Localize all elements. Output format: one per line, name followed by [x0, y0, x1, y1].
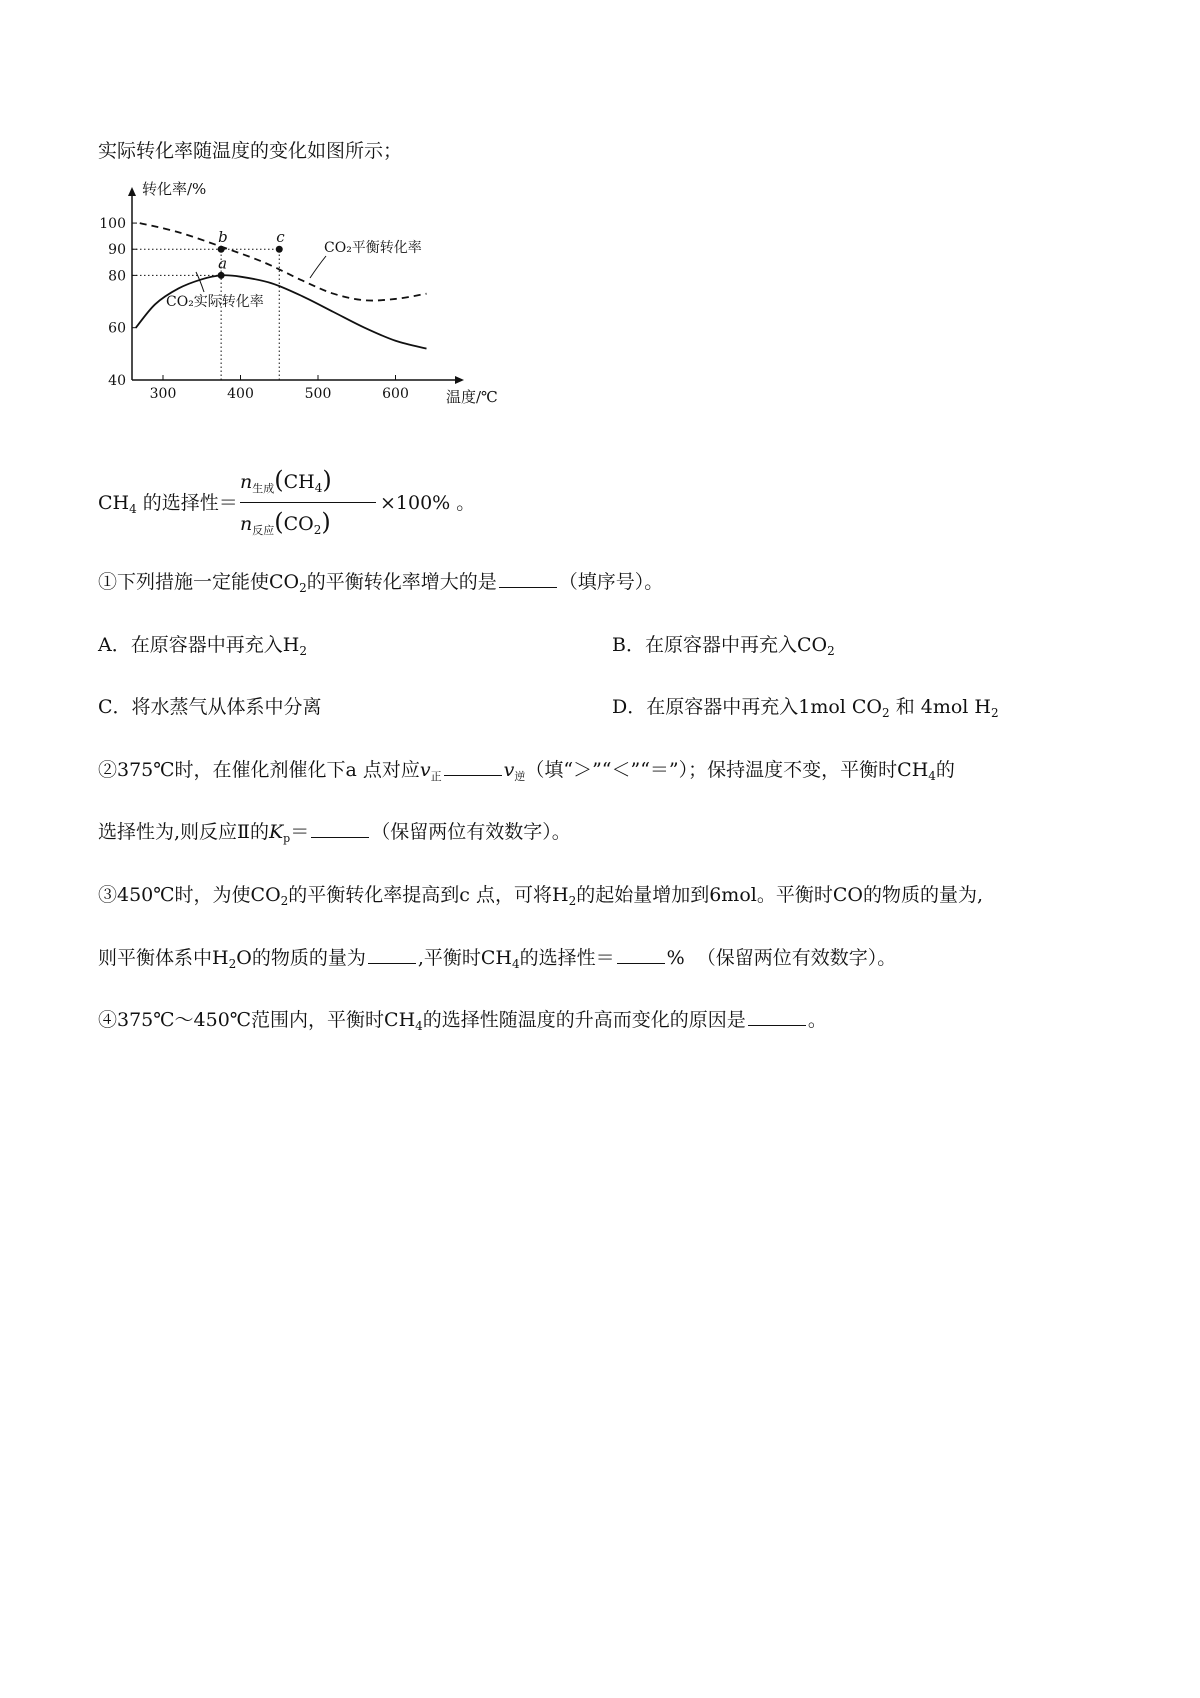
point-label-c: c	[276, 228, 285, 247]
q3-text-j: % （保留两位有效数字）。	[666, 947, 897, 970]
conversion-chart	[96, 180, 498, 445]
point-a	[218, 272, 225, 279]
q4-ch-sub: 4	[415, 1019, 423, 1034]
q2-text-a: ②375℃时，在催化剂催化下a 点对应	[98, 759, 420, 782]
q1-co-sub: 2	[299, 581, 307, 596]
q3-text-i: 的选择性＝	[519, 947, 615, 970]
y-tick-label: 60	[108, 320, 126, 337]
answer-blank[interactable]	[311, 820, 369, 838]
option-a-text: A．在原容器中再充入	[98, 634, 283, 656]
formula-end: 。	[450, 492, 476, 514]
option-d-amt1: 1mol CO	[798, 696, 883, 718]
fraction-bar	[240, 502, 376, 503]
q3-ch-sub: 4	[511, 957, 520, 972]
q3-amount: 6mol	[709, 884, 757, 906]
x-tick-label: 400	[227, 386, 254, 402]
q3-ch: CH	[480, 947, 512, 970]
option-d-amt2: 4mol H	[920, 696, 991, 718]
q1-text-c: （填序号）。	[558, 571, 664, 594]
y-tick-label: 100	[99, 216, 126, 233]
series-label-equilibrium: CO₂平衡转化率	[324, 240, 422, 256]
q3-h: H	[551, 884, 569, 906]
option-a-species: H	[282, 634, 300, 656]
v-reverse: v	[503, 759, 515, 782]
point-label-b: b	[218, 228, 228, 247]
selectivity-formula-rhs	[380, 492, 475, 515]
answer-blank[interactable]	[368, 946, 416, 964]
x-tick-label: 600	[382, 386, 409, 402]
selectivity-formula-lhs	[98, 492, 238, 516]
answer-blank[interactable]	[748, 1008, 806, 1026]
answer-blank[interactable]	[444, 758, 502, 776]
q4-text-b: 的选择性随温度的升高而变化的原因是	[422, 1009, 746, 1032]
q1-text-a: ①下列措施一定能使	[98, 571, 270, 594]
den-species: CO	[283, 513, 314, 535]
q3-text-b: 的平衡转化率提高到c 点，可将	[288, 884, 552, 906]
num-n: n	[240, 471, 253, 493]
question-2-line-1	[98, 758, 955, 783]
question-1	[98, 570, 663, 595]
question-2-line-2	[98, 820, 571, 845]
chart-labels	[99, 180, 498, 406]
v-reverse-sub: 逆	[514, 770, 526, 784]
q2-equals: ＝	[290, 821, 310, 844]
q3-co: CO	[250, 884, 281, 906]
den-n: n	[240, 513, 253, 535]
q2-ch: CH	[897, 759, 929, 782]
chart-points	[218, 246, 283, 279]
chart-guide-lines	[132, 249, 279, 380]
x-tick-label: 300	[149, 386, 177, 402]
den-sub: 反应	[252, 524, 275, 537]
kp-symbol: K	[268, 821, 284, 844]
fraction-numerator: $n_{生成}(CH_4)$	[240, 466, 332, 495]
q1-text-b: 的平衡转化率增大的是	[306, 571, 497, 594]
option-a-sub: 2	[299, 644, 307, 658]
q3-text-h: ,平衡时	[417, 947, 481, 970]
option-c	[98, 696, 322, 719]
q4-text-c: 。	[807, 1009, 827, 1032]
q3-text-g: 的物质的量为	[251, 947, 366, 970]
formula-factor: ×100%	[380, 492, 451, 514]
actual-conversion-line	[136, 275, 427, 348]
q1-co: CO	[269, 571, 300, 594]
option-b	[612, 634, 835, 658]
series-label-actual: CO₂实际转化率	[166, 294, 264, 310]
q2-text-c: 的	[935, 759, 955, 782]
formula-ch: CH	[98, 492, 130, 514]
fraction-denominator: $n_{反应}(CO_2)$	[240, 508, 331, 537]
v-forward: v	[419, 759, 431, 782]
q4-text-a: ④375℃～450℃范围内，平衡时	[98, 1009, 385, 1032]
num-species: CH	[283, 471, 315, 493]
y-tick-label: 80	[108, 268, 126, 285]
q3-text-a: ③450℃时，为使	[98, 884, 251, 906]
q3-text-d: 。平衡时	[756, 884, 833, 906]
q3-text-f: 则平衡体系中	[98, 947, 213, 970]
option-d-sub1: 2	[882, 706, 890, 720]
option-b-species: CO	[796, 634, 828, 656]
den-species-sub: 2	[313, 523, 322, 537]
q3-text-e: 的物质的量为,	[862, 884, 984, 906]
question-3-line-2	[98, 946, 896, 971]
num-sub: 生成	[252, 482, 275, 495]
y-axis-label: 转化率/%	[142, 180, 207, 198]
q3-co-sub: 2	[280, 894, 289, 908]
x-tick-label: 500	[304, 386, 332, 402]
chart-axes	[128, 187, 464, 384]
q3-co-species: CO	[832, 884, 863, 906]
q3-h-sub: 2	[568, 894, 577, 908]
formula-lhs-text: 的选择性＝	[136, 492, 238, 514]
x-axis-label: 温度/℃	[446, 388, 498, 406]
option-d	[612, 696, 999, 720]
question-4	[98, 1008, 827, 1033]
y-tick-label: 40	[108, 373, 126, 389]
num-species-sub: 4	[314, 481, 323, 495]
q3-h2o-sub: 2	[228, 957, 237, 972]
q3-h2o-h: H	[212, 947, 229, 970]
q4-ch: CH	[384, 1009, 416, 1032]
q2-text-e: （保留两位有效数字）。	[371, 821, 571, 844]
y-tick-label: 90	[108, 242, 126, 259]
question-3-line-1	[98, 884, 983, 908]
q2-text-b: （填“＞”“＜”“＝”）；保持温度不变，平衡时	[525, 759, 898, 782]
option-d-and: 和	[889, 696, 921, 718]
q3-h2o-o: O	[236, 947, 252, 970]
answer-blank[interactable]	[617, 946, 665, 964]
option-a	[98, 634, 307, 658]
answer-blank[interactable]	[499, 570, 557, 588]
q3-text-c: 的起始量增加到	[576, 884, 710, 906]
y-axis-arrow	[128, 187, 136, 196]
option-c-text: C．将水蒸气从体系中分离	[98, 696, 322, 718]
option-b-sub: 2	[827, 644, 835, 658]
intro-label: 实际转化率随温度的变化如图所示；	[98, 140, 403, 162]
x-axis-arrow	[455, 376, 464, 384]
point-c	[276, 246, 283, 253]
point-label-a: a	[218, 254, 228, 273]
intro-text	[98, 140, 402, 163]
option-d-text: D．在原容器中再充入	[612, 696, 799, 718]
option-b-text: B．在原容器中再充入	[612, 634, 797, 656]
q2-ch-sub: 4	[928, 769, 936, 784]
series-label-leader	[310, 256, 326, 278]
q2-text-d: 选择性为,则反应Ⅱ的	[98, 821, 269, 844]
formula-ch-sub: 4	[129, 502, 137, 516]
v-forward-sub: 正	[430, 770, 442, 784]
point-b	[218, 246, 225, 253]
option-d-sub2: 2	[990, 706, 999, 720]
kp-sub: p	[283, 832, 291, 846]
